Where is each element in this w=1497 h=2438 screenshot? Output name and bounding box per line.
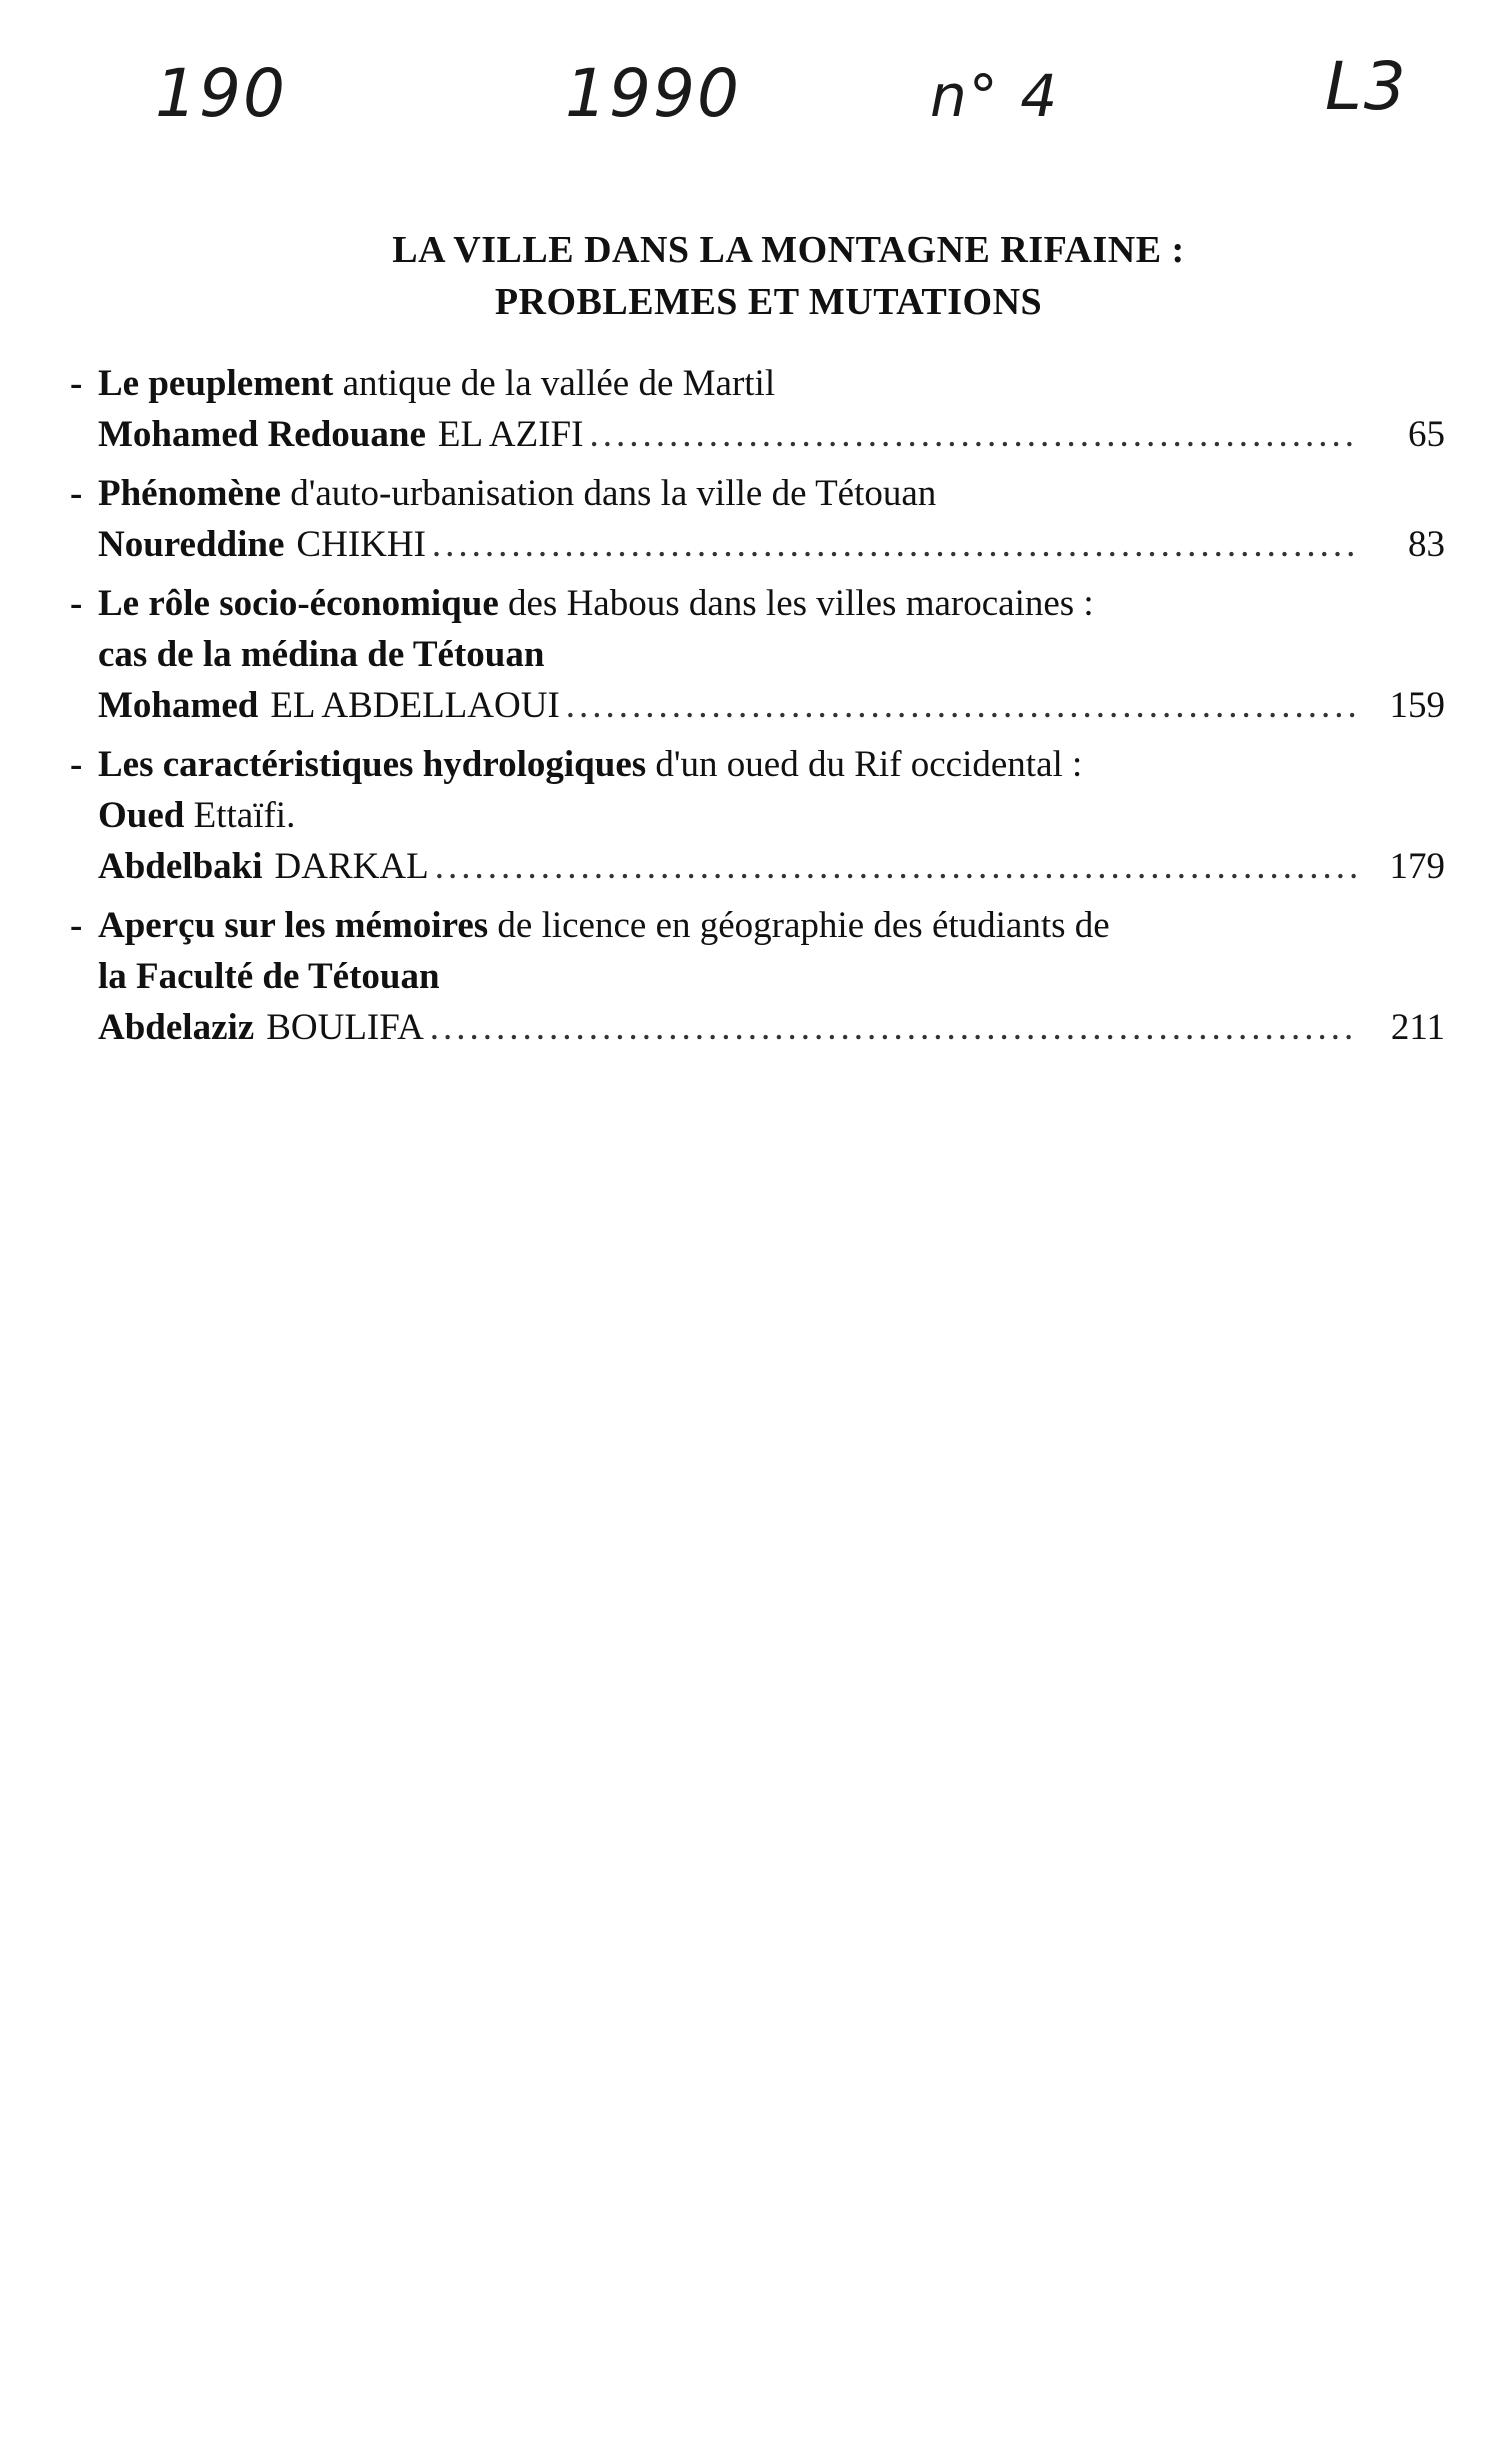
entry-title-bold: Aperçu sur les mémoires [98,905,489,946]
handwritten-year-1990: 1990 [565,55,741,132]
dot-leader [430,1002,1359,1053]
author-last-name: DARKAL [274,846,429,887]
entry-title-continued [70,790,1445,841]
entry-title-continued-bold: Oued [98,795,185,836]
entry-author-line [70,680,1445,731]
page-number: 83 [1408,524,1445,565]
entry-title-bold: Le peuplement [98,363,334,404]
toc-entry [70,468,1445,570]
entry-title-rest: des Habous dans les villes marocaines : [498,583,1094,624]
author-last-name: EL AZIFI [437,414,584,455]
bullet-dash: - [70,363,83,404]
author-first-name: Noureddine [98,524,285,565]
handwritten-number-190: 190 [155,55,287,132]
entry-author-line [70,409,1445,460]
bullet-dash: - [70,905,83,946]
bullet-dash: - [70,744,83,785]
author-first-name: Abdelaziz [98,1007,255,1048]
dot-leader [435,841,1359,892]
entry-title-continued: la Faculté de Tétouan [98,956,440,997]
author-last-name: EL ABDELLAOUI [270,685,560,726]
bullet-dash: - [70,473,83,514]
dot-leader [589,409,1359,460]
page-number: 159 [1389,685,1445,726]
author-last-name: BOULIFA [266,1007,424,1048]
entry-title [70,468,1445,519]
entry-author-line [70,841,1445,892]
author-last-name: CHIKHI [296,524,426,565]
handwritten-issue-number: n° 4 [930,62,1060,130]
author-first-name: Mohamed Redouane [98,414,426,455]
page-number: 65 [1408,414,1445,455]
entry-title-continued-rest: Ettaïfi. [184,795,296,836]
toc-entry [70,358,1445,460]
page-number: 211 [1390,1007,1445,1048]
toc-entry [70,900,1445,1053]
section-title-line-2: PROBLEMES ET MUTATIONS [494,281,1043,323]
toc-entry [70,578,1445,731]
entry-title [70,578,1445,629]
page-number: 179 [1389,846,1445,887]
author-first-name: Mohamed [98,685,259,726]
entry-author-line [70,519,1445,570]
entry-title [70,900,1445,951]
dot-leader [566,680,1359,731]
entry-title-rest: de licence en géographie des étudiants de [488,905,1110,946]
dot-leader [432,519,1359,570]
entry-title-bold: Les caractéristiques hydrologiques [98,744,647,785]
handwritten-code-l3: L3 [1325,48,1408,125]
entry-title [70,739,1445,790]
entry-title-rest: antique de la vallée de Martil [333,363,776,404]
entry-title [70,358,1445,409]
section-title-line-1: LA VILLE DANS LA MONTAGNE RIFAINE : [392,229,1185,271]
entry-title-bold: Phénomène [98,473,281,514]
entry-author-line [70,1002,1445,1053]
entry-title-rest: d'auto-urbanisation dans la ville de Tétouan [280,473,937,514]
entry-title-rest: d'un oued du Rif occidental : [646,744,1083,785]
toc-entry [70,739,1445,892]
author-first-name: Abdelbaki [98,846,263,887]
entry-title-continued: cas de la médina de Tétouan [98,634,545,675]
entry-title-bold: Le rôle socio-économique [98,583,499,624]
table-of-contents [70,358,1445,1061]
bullet-dash: - [70,583,83,624]
